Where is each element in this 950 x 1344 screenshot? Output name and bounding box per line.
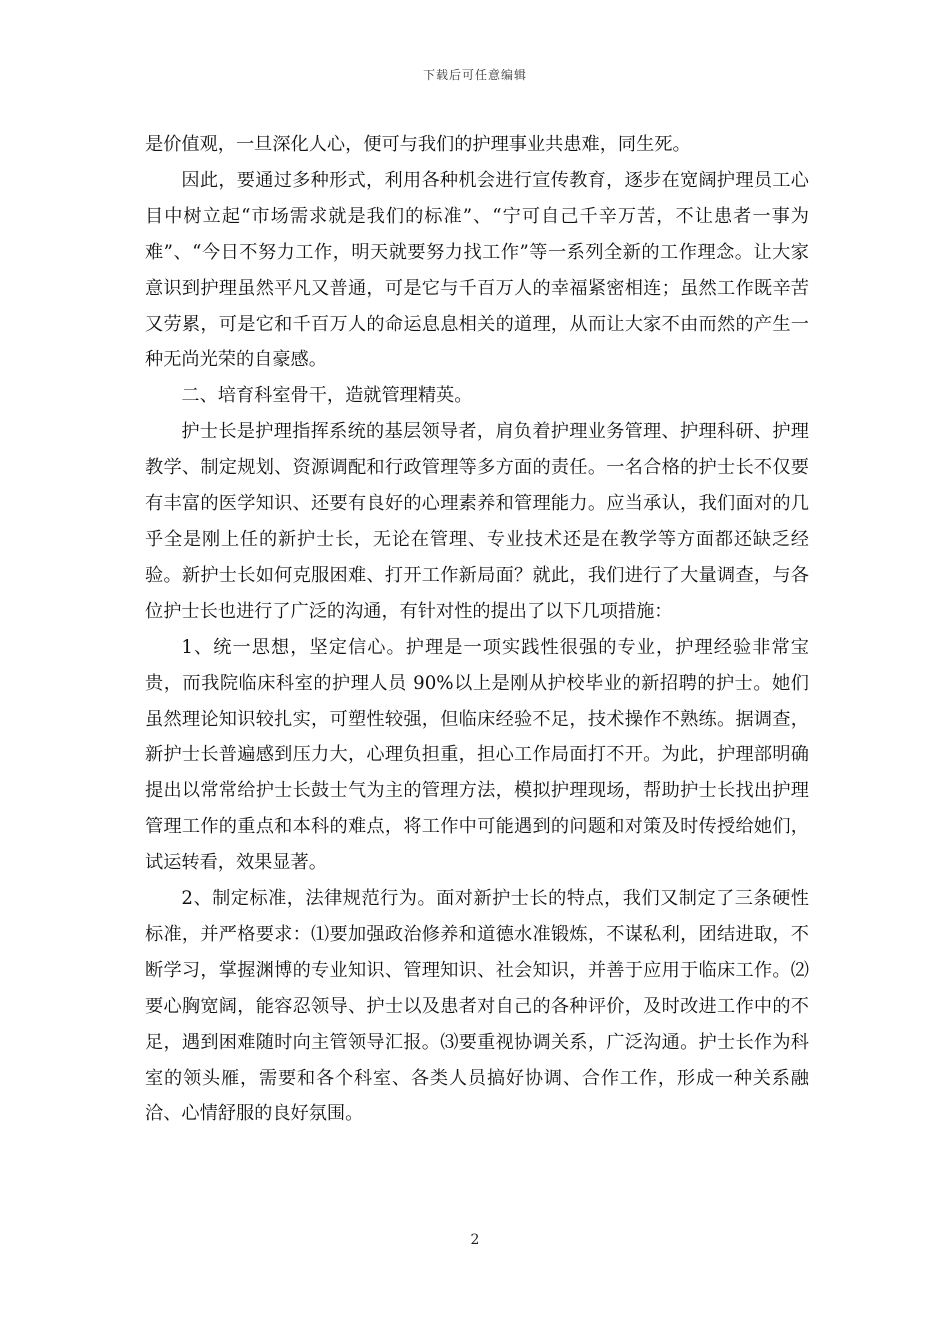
page-number: 2: [470, 1232, 480, 1248]
paragraph-measure-2: 2、制定标准，法律规范行为。面对新护士长的特点，我们又制定了三条硬性标准，并严格要求：⑴要加强政治修养和道德水准锻炼，不谋私利，团结进取，不断学习，掌握渊博的专业知识、管理知识、社会知识，并善于应用于临床工作。⑵要心胸宽阔，能容忍领导、护士以及患者对自己的各种评价，及时改进工作中的不足，遇到困难随时向主管领导汇报。⑶要重视协调关系，广泛沟通。护士长作为科室的领头雁，需要和各个科室、各类人员搞好协调、合作工作，形成一种关系融洽、心情舒服的良好氛围。: [145, 888, 809, 1125]
paragraph-head-nurse-role: 护士长是护理指挥系统的基层领导者，肩负着护理业务管理、护理科研、护理教学、制定规划、资源调配和行政管理等多方面的责任。一名合格的护士长不仅要有丰富的医学知识、还要有良好的心理素养和管理能力。应当承认，我们面对的几乎全是刚上任的新护士长，无论在管理、专业技术还是在教学等方面都还缺乏经验。新护士长如何克服困难、打开工作新局面？就此，我们进行了大量调查，与各位护士长也进行了广泛的沟通，有针对性的提出了以下几项措施：: [145, 421, 809, 622]
section-heading-2: 二、培育科室骨干，造就管理精英。: [181, 385, 473, 407]
paragraph-measure-1: 1、统一思想，坚定信心。护理是一项实践性很强的专业，护理经验非常宝贵，而我院临床科室的护理人员 90%以上是刚从护校毕业的新招聘的护士。她们虽然理论知识较扎实，可塑性较强，但临床经验不足，技术操作不熟练。据调查，新护士长普遍感到压力大，心理负担重，担心工作局面打不开。为此，护理部明确提出以常常给护士长鼓士气为主的管理方法，模拟护理现场，帮助护士长找出护理管理工作的重点和本科的难点，将工作中可能遇到的问题和对策及时传授给她们，试运转看，效果显著。: [145, 636, 809, 874]
page-header: 下载后可任意编辑: [422, 68, 527, 82]
paragraph-continuation: 是价值观，一旦深化人心，便可与我们的护理事业共患难，同生死。: [145, 134, 691, 155]
paragraph-propaganda: 因此，要通过多种形式，利用各种机会进行宣传教育，逐步在宽阔护理员工心目中树立起“市场需求就是我们的标准”、“宁可自己千辛万苦，不让患者一事为难”、“今日不努力工作，明天就要努力找工作”等一系列全新的工作理念。让大家意识到护理虽然平凡又普通，可是它与千百万人的幸福紧密相连；虽然工作既辛苦又劳累，可是它和千百万人的命运息息相关的道理，从而让大家不由而然的产生一种无尚光荣的自豪感。: [145, 169, 809, 371]
document-body: [145, 127, 809, 1132]
